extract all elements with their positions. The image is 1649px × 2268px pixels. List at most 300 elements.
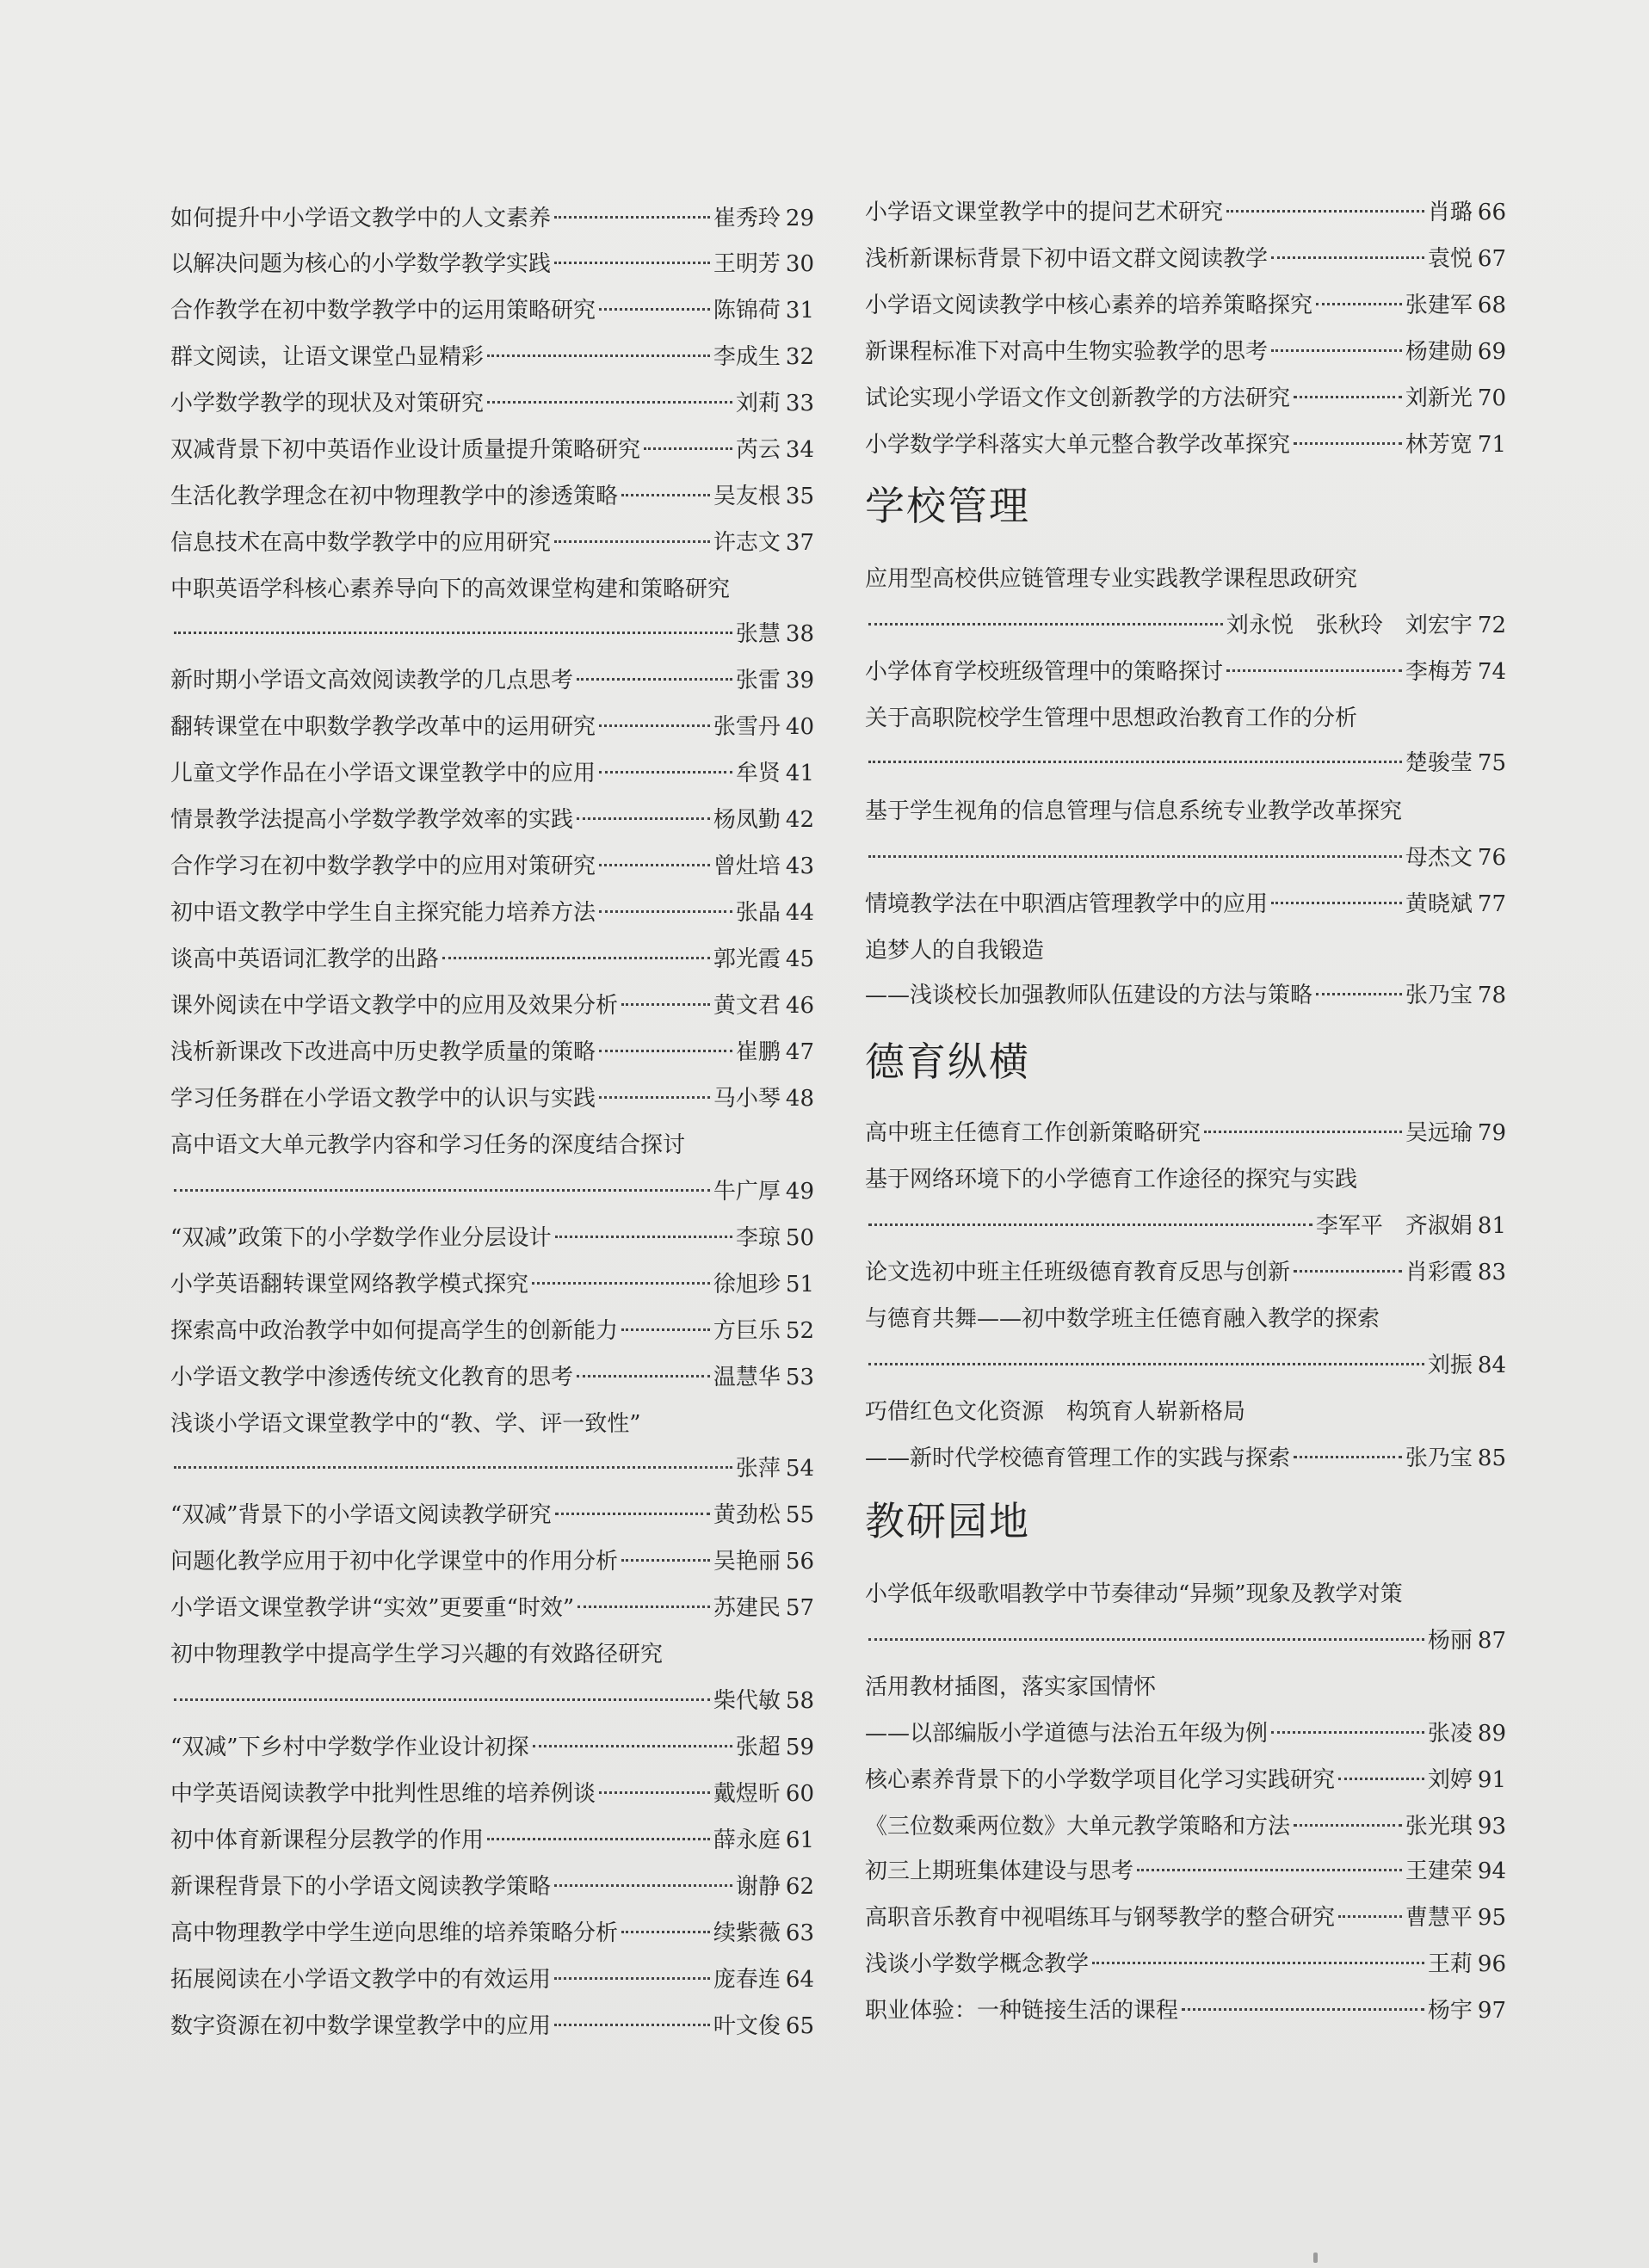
toc-entry-title: 中职英语学科核心素养导向下的高效课堂构建和策略研究 (170, 576, 731, 602)
toc-entry-page-number: 79 (1477, 1120, 1506, 1146)
toc-entry-page-number: 59 (785, 1735, 814, 1760)
toc-entry-title: 初中体育新课程分层教学的作用 (170, 1827, 485, 1853)
dot-leader (1294, 396, 1402, 398)
toc-entry-author: 牛广厚 (713, 1179, 781, 1205)
toc-entry-title: 基于网络环境下的小学德育工作途径的探究与实践 (865, 1167, 1358, 1193)
toc-entry-title: 浅谈小学语文课堂教学中的“教、学、评一致性” (170, 1411, 641, 1437)
toc-entry-page-number: 85 (1477, 1445, 1506, 1471)
toc-entry-author: 马小琴 (713, 1086, 781, 1112)
toc-entry (170, 342, 814, 372)
toc-entry-title: 巧借红色文化资源 构筑育人崭新格局 (865, 1399, 1246, 1425)
toc-entry-author: 黄劲松 (713, 1502, 781, 1528)
toc-entry-page-number: 60 (785, 1781, 814, 1807)
toc-entry (170, 389, 814, 418)
toc-entry-author: 吴远瑜 (1405, 1120, 1473, 1146)
toc-entry-page-number: 87 (1477, 1628, 1506, 1654)
toc-entry-title: 小学语文阅读教学中核心素养的培养策略探究 (865, 293, 1313, 318)
toc-entry (170, 1779, 814, 1809)
toc-entry-page-number: 51 (785, 1272, 814, 1297)
section-heading: 德育纵横 (865, 1038, 1030, 1085)
toc-entry-author: 叶文俊 (713, 2013, 781, 2039)
dot-leader (487, 401, 732, 404)
dot-leader (599, 1096, 710, 1099)
dot-leader (1226, 210, 1424, 213)
dot-leader (554, 216, 710, 219)
toc-entry-title: 双减背景下初中英语作业设计质量提升策略研究 (170, 437, 641, 463)
dot-leader (577, 817, 710, 820)
toc-entry-page-number: 91 (1477, 1767, 1506, 1793)
dot-leader (868, 1223, 1312, 1226)
dot-leader (554, 1977, 710, 1980)
toc-entry-page-number: 74 (1477, 659, 1506, 685)
toc-entry-page-number: 40 (785, 714, 814, 740)
toc-entry-author: 郭光霞 (713, 946, 781, 972)
dot-leader (599, 910, 732, 913)
toc-entry-page-number: 54 (785, 1456, 814, 1482)
toc-entry-title: ——以部编版小学道德与法治五年级为例 (865, 1721, 1269, 1747)
dot-leader (599, 308, 710, 311)
toc-entry (865, 1444, 1506, 1473)
toc-entry (865, 198, 1506, 227)
toc-entry-author: 温慧华 (713, 1365, 781, 1390)
toc-entry (170, 528, 814, 558)
toc-entry (865, 384, 1506, 413)
toc-entry-page-number: 97 (1477, 1998, 1506, 2024)
toc-entry (865, 981, 1506, 1010)
toc-entry-page-number: 37 (785, 530, 814, 556)
toc-entry-author: 李军平 齐淑娟 (1315, 1213, 1473, 1239)
toc-entry-title: 情境教学法在中职酒店管理教学中的应用 (865, 891, 1269, 917)
toc-entry (170, 1593, 814, 1623)
toc-entry-title: 论文选初中班主任班级德育教育反思与创新 (865, 1260, 1291, 1285)
toc-entry (170, 1686, 814, 1716)
section-heading: 教研园地 (865, 1498, 1030, 1544)
dot-leader (1182, 2008, 1424, 2011)
toc-entry-title: 情景教学法提高小学数学教学效率的实践 (170, 807, 574, 833)
toc-entry (865, 1719, 1506, 1748)
dot-leader (868, 1638, 1424, 1641)
toc-entry-page-number: 95 (1477, 1905, 1506, 1931)
dot-leader (599, 864, 710, 866)
toc-entry-title: 高中语文大单元教学内容和学习任务的深度结合探讨 (170, 1132, 686, 1158)
toc-entry-title: 儿童文学作品在小学语文课堂教学中的应用 (170, 761, 596, 786)
dot-leader (1226, 669, 1402, 672)
toc-entry-page-number: 41 (785, 761, 814, 786)
dot-leader (532, 1282, 710, 1285)
dot-leader (174, 1698, 710, 1701)
toc-entry (865, 1580, 1506, 1609)
toc-entry-author: 张超 (735, 1735, 781, 1760)
dot-leader (868, 1363, 1424, 1365)
dot-leader (442, 957, 710, 959)
dot-leader (868, 855, 1402, 858)
toc-entry-title: 小学语文课堂教学讲“实效”更要重“时效” (170, 1595, 575, 1621)
toc-entry-page-number: 52 (785, 1318, 814, 1344)
toc-entry (865, 1903, 1506, 1932)
dot-leader (487, 354, 710, 357)
toc-entry (865, 1304, 1506, 1334)
toc-entry-title: 群文阅读，让语文课堂凸显精彩 (170, 344, 485, 370)
toc-entry-page-number: 58 (785, 1688, 814, 1714)
toc-entry-author: 李梅芳 (1405, 659, 1473, 685)
toc-entry-page-number: 46 (785, 993, 814, 1019)
dot-leader (174, 1466, 732, 1469)
toc-entry (170, 1270, 814, 1299)
toc-entry-title: 高职音乐教育中视唱练耳与钢琴教学的整合研究 (865, 1905, 1336, 1931)
toc-entry (865, 704, 1506, 733)
toc-entry-title: 初中物理教学中提高学生学习兴趣的有效路径研究 (170, 1642, 664, 1667)
toc-entry-author: 吴友根 (713, 484, 781, 509)
toc-entry (865, 611, 1506, 640)
toc-entry (170, 1919, 814, 1948)
toc-entry-page-number: 30 (785, 251, 814, 277)
toc-entry-page-number: 75 (1477, 750, 1506, 776)
dot-leader (1294, 442, 1402, 445)
toc-entry-page-number: 32 (785, 344, 814, 370)
toc-entry (865, 1673, 1506, 1702)
toc-entry-page-number: 33 (785, 391, 814, 416)
dot-leader (1271, 256, 1424, 259)
toc-entry-title: 小学体育学校班级管理中的策略探讨 (865, 659, 1224, 685)
toc-entry (865, 1258, 1506, 1287)
toc-entry-author: 王莉 (1427, 1951, 1473, 1977)
toc-entry-title: 小学数学教学的现状及对策研究 (170, 391, 485, 416)
toc-entry-author: 张建军 (1405, 293, 1473, 318)
toc-entry-title: 试论实现小学语文作文创新教学的方法研究 (865, 385, 1291, 411)
toc-entry (170, 1872, 814, 1901)
toc-entry-page-number: 70 (1477, 385, 1506, 411)
toc-entry (170, 759, 814, 788)
dot-leader (868, 761, 1402, 763)
toc-entry-author: 续紫薇 (713, 1920, 781, 1946)
toc-entry-title: 新课程背景下的小学语文阅读教学策略 (170, 1874, 552, 1900)
toc-entry-title: 新时期小学语文高效阅读教学的几点思考 (170, 668, 574, 693)
toc-entry-title: ——新时代学校德育管理工作的实践与探索 (865, 1445, 1291, 1471)
toc-entry-title: 与德育共舞——初中数学班主任德育融入教学的探索 (865, 1306, 1380, 1332)
toc-entry-page-number: 44 (785, 900, 814, 926)
toc-entry-title: 生活化教学理念在初中物理教学中的渗透策略 (170, 484, 619, 509)
toc-entry-page-number: 64 (785, 1967, 814, 1993)
toc-entry-page-number: 55 (785, 1502, 814, 1528)
toc-entry-author: 王明芳 (713, 251, 781, 277)
page-speck (1313, 2253, 1318, 2263)
toc-entry (865, 1351, 1506, 1380)
toc-entry-title: 小学低年级歌唱教学中节奏律动“异频”现象及教学对策 (865, 1581, 1403, 1607)
dot-leader (555, 1513, 710, 1515)
toc-entry (170, 898, 814, 928)
toc-entry-title: 追梦人的自我锻造 (865, 938, 1045, 964)
toc-entry-page-number: 96 (1477, 1951, 1506, 1977)
toc-entry-title: 课外阅读在中学语文教学中的应用及效果分析 (170, 993, 619, 1019)
toc-entry-page-number: 63 (785, 1920, 814, 1946)
toc-entry-author: 刘振 (1427, 1353, 1473, 1378)
toc-entry-author: 谢静 (735, 1874, 781, 1900)
toc-entry-page-number: 29 (785, 206, 814, 231)
toc-entry-page-number: 56 (785, 1549, 814, 1575)
toc-entry-author: 庞春连 (713, 1967, 781, 1993)
toc-entry-author: 柴代敏 (713, 1688, 781, 1714)
toc-entry-title: 信息技术在高中数学教学中的应用研究 (170, 530, 552, 556)
toc-entry-author: 崔秀玲 (713, 206, 781, 231)
toc-entry-author: 林芳宽 (1405, 432, 1473, 458)
toc-entry (865, 1397, 1506, 1427)
toc-entry (170, 1084, 814, 1113)
toc-entry-page-number: 42 (785, 807, 814, 833)
dot-leader (644, 447, 732, 450)
toc-entry-author: 杨凤勤 (713, 807, 781, 833)
toc-entry-author: 许志文 (713, 530, 781, 556)
toc-entry (170, 945, 814, 974)
toc-entry-page-number: 84 (1477, 1353, 1506, 1378)
toc-entry (170, 575, 814, 604)
toc-entry-author: 张乃宝 (1405, 983, 1473, 1008)
toc-entry (170, 805, 814, 835)
dot-leader (868, 623, 1223, 626)
toc-entry-title: 《三位数乘两位数》大单元教学策略和方法 (865, 1814, 1291, 1840)
toc-entry-page-number: 39 (785, 668, 814, 693)
toc-entry-page-number: 45 (785, 946, 814, 972)
toc-entry-title: 活用教材插图，落实家国情怀 (865, 1674, 1157, 1700)
dot-leader (599, 1050, 732, 1052)
toc-entry-author: 刘莉 (735, 391, 781, 416)
toc-entry-author: 曹慧平 (1405, 1905, 1473, 1931)
toc-entry-title: 浅析新课标背景下初中语文群文阅读教学 (865, 246, 1269, 272)
toc-entry (865, 291, 1506, 320)
toc-entry (170, 619, 814, 649)
toc-entry-author: 芮云 (735, 437, 781, 463)
toc-entry-page-number: 89 (1477, 1721, 1506, 1747)
toc-entry (170, 1501, 814, 1530)
dot-leader (599, 771, 732, 773)
toc-entry-title: ——浅谈校长加强教师队伍建设的方法与策略 (865, 983, 1313, 1008)
dot-leader (621, 1003, 710, 1006)
toc-entry (170, 1965, 814, 1994)
toc-entry (170, 2012, 814, 2041)
toc-entry-title: 浅谈小学数学概念教学 (865, 1951, 1090, 1977)
toc-entry-page-number: 53 (785, 1365, 814, 1390)
toc-entry-author: 张晶 (735, 900, 781, 926)
toc-entry-author: 张慧 (735, 621, 781, 647)
dot-leader (621, 1559, 710, 1562)
dot-leader (1338, 1778, 1424, 1780)
toc-entry-author: 张乃宝 (1405, 1445, 1473, 1471)
toc-entry (170, 1733, 814, 1762)
toc-entry-page-number: 77 (1477, 891, 1506, 917)
toc-entry-author: 黄晓斌 (1405, 891, 1473, 917)
toc-entry-page-number: 66 (1477, 200, 1506, 225)
toc-entry-title: 小学语文课堂教学中的提问艺术研究 (865, 200, 1224, 225)
dot-leader (1271, 902, 1402, 904)
dot-leader (577, 1375, 710, 1377)
toc-entry-page-number: 49 (785, 1179, 814, 1205)
toc-entry (170, 296, 814, 325)
toc-entry-page-number: 69 (1477, 339, 1506, 365)
toc-entry-title: 翻转课堂在中职数学教学改革中的运用研究 (170, 714, 596, 740)
toc-entry-author: 李琼 (735, 1225, 781, 1251)
toc-entry-author: 刘新光 (1405, 385, 1473, 411)
toc-entry-author: 王建荣 (1405, 1858, 1473, 1884)
toc-entry-page-number: 94 (1477, 1858, 1506, 1884)
dot-leader (1294, 1824, 1402, 1827)
toc-entry-author: 肖璐 (1427, 200, 1473, 225)
toc-entry-author: 薛永庭 (713, 1827, 781, 1853)
dot-leader (533, 1745, 732, 1747)
toc-entry (170, 712, 814, 742)
toc-entry (170, 1131, 814, 1160)
toc-entry-title: 探索高中政治教学中如何提高学生的创新能力 (170, 1318, 619, 1344)
toc-entry (170, 250, 814, 279)
toc-entry-author: 张雪丹 (713, 714, 781, 740)
toc-entry (170, 1363, 814, 1392)
toc-entry (865, 890, 1506, 919)
toc-entry-author: 袁悦 (1427, 246, 1473, 272)
toc-entry (170, 1223, 814, 1253)
toc-entry-page-number: 67 (1477, 246, 1506, 272)
dot-leader (621, 1328, 710, 1331)
toc-entry-title: 新课程标准下对高中生物实验教学的思考 (865, 339, 1269, 365)
toc-entry (865, 1165, 1506, 1194)
toc-entry (170, 852, 814, 881)
toc-entry-author: 杨宇 (1427, 1998, 1473, 2024)
toc-entry-author: 曾灶培 (713, 854, 781, 879)
toc-entry-page-number: 61 (785, 1827, 814, 1853)
toc-entry (865, 337, 1506, 367)
toc-entry (865, 1857, 1506, 1886)
toc-entry (865, 564, 1506, 594)
toc-entry-title: 应用型高校供应链管理专业实践教学课程思政研究 (865, 566, 1358, 592)
toc-entry-author: 牟贤 (735, 761, 781, 786)
toc-entry (170, 1826, 814, 1855)
toc-entry-title: 初中语文教学中学生自主探究能力培养方法 (170, 900, 596, 926)
toc-entry-author: 杨建勋 (1405, 339, 1473, 365)
toc-entry-title: 职业体验：一种链接生活的课程 (865, 1998, 1179, 2024)
toc-entry-page-number: 34 (785, 437, 814, 463)
dot-leader (599, 724, 710, 727)
dot-leader (1204, 1131, 1402, 1133)
toc-entry-title: 合作学习在初中数学教学中的应用对策研究 (170, 854, 596, 879)
toc-entry-author: 肖彩霞 (1405, 1260, 1473, 1285)
toc-entry-author: 张凌 (1427, 1721, 1473, 1747)
toc-entry-title: 关于高职院校学生管理中思想政治教育工作的分析 (865, 706, 1358, 731)
toc-entry-title: 如何提升中小学语文教学中的人文素养 (170, 206, 552, 231)
toc-entry (865, 797, 1506, 826)
toc-entry-page-number: 50 (785, 1225, 814, 1251)
dot-leader (1271, 1731, 1424, 1734)
dot-leader (621, 494, 710, 496)
toc-entry (865, 749, 1506, 778)
toc-entry (865, 1626, 1506, 1655)
toc-entry (170, 666, 814, 695)
toc-entry-author: 方巨乐 (713, 1318, 781, 1344)
toc-entry-title: 合作教学在初中数学教学中的运用策略研究 (170, 298, 596, 324)
toc-entry (865, 244, 1506, 274)
toc-entry-title: 拓展阅读在小学语文教学中的有效运用 (170, 1967, 552, 1993)
toc-entry (865, 1996, 1506, 2025)
dot-leader (487, 1838, 710, 1840)
toc-entry-title: 数字资源在初中数学课堂教学中的应用 (170, 2013, 552, 2039)
toc-entry-page-number: 48 (785, 1086, 814, 1112)
toc-entry-author: 刘永悦 张秋玲 刘宏宇 (1226, 613, 1473, 638)
toc-entry-page-number: 35 (785, 484, 814, 509)
toc-entry (170, 1409, 814, 1439)
toc-entry-page-number: 78 (1477, 983, 1506, 1008)
dot-leader (1092, 1962, 1424, 1964)
toc-entry-author: 张雷 (735, 668, 781, 693)
dot-leader (1294, 1270, 1402, 1273)
toc-entry (865, 657, 1506, 687)
toc-entry (865, 1119, 1506, 1148)
toc-entry-title: 谈高中英语词汇教学的出路 (170, 946, 440, 972)
toc-entry (170, 1316, 814, 1346)
toc-entry-title: 学习任务群在小学语文教学中的认识与实践 (170, 1086, 596, 1112)
toc-entry-page-number: 57 (785, 1595, 814, 1621)
section-heading: 学校管理 (865, 483, 1030, 529)
toc-entry (865, 843, 1506, 872)
toc-entry-title: “双减”背景下的小学语文阅读教学研究 (170, 1502, 552, 1528)
dot-leader (621, 1931, 710, 1933)
toc-entry-title: 核心素养背景下的小学数学项目化学习实践研究 (865, 1767, 1336, 1793)
toc-entry (170, 435, 814, 465)
dot-leader (1316, 303, 1402, 305)
toc-entry-page-number: 43 (785, 854, 814, 879)
toc-entry (865, 1950, 1506, 1979)
toc-entry-page-number: 62 (785, 1874, 814, 1900)
toc-entry-title: 中学英语阅读教学中批判性思维的培养例谈 (170, 1781, 596, 1807)
toc-entry-page-number: 68 (1477, 293, 1506, 318)
toc-entry (865, 1766, 1506, 1795)
toc-entry-page-number: 93 (1477, 1814, 1506, 1840)
toc-entry (865, 1812, 1506, 1841)
toc-entry (170, 1454, 814, 1483)
toc-entry-author: 李成生 (713, 344, 781, 370)
toc-entry-author: 徐旭珍 (713, 1272, 781, 1297)
toc-entry (170, 1547, 814, 1576)
toc-entry-title: 小学数学学科落实大单元整合教学改革探究 (865, 432, 1291, 458)
toc-entry-title: 浅析新课改下改进高中历史教学质量的策略 (170, 1039, 596, 1065)
toc-entry-author: 吴艳丽 (713, 1549, 781, 1575)
toc-entry-author: 母杰文 (1405, 845, 1473, 871)
dot-leader (554, 1884, 732, 1887)
dot-leader (554, 540, 710, 543)
toc-entry-page-number: 83 (1477, 1260, 1506, 1285)
dot-leader (599, 1791, 710, 1794)
toc-entry-author: 张光琪 (1405, 1814, 1473, 1840)
toc-entry (170, 991, 814, 1020)
toc-entry (865, 430, 1506, 459)
toc-entry-page-number: 76 (1477, 845, 1506, 871)
toc-entry-title: 以解决问题为核心的小学数学教学实践 (170, 251, 552, 277)
toc-entry-title: 基于学生视角的信息管理与信息系统专业教学改革探究 (865, 798, 1403, 824)
toc-entry (865, 1211, 1506, 1241)
toc-entry (865, 936, 1506, 965)
toc-entry (170, 204, 814, 233)
toc-entry-author: 张萍 (735, 1456, 781, 1482)
toc-entry-author: 戴煜昕 (713, 1781, 781, 1807)
toc-entry-page-number: 38 (785, 621, 814, 647)
toc-entry-page-number: 71 (1477, 432, 1506, 458)
dot-leader (174, 632, 732, 634)
dot-leader (1338, 1915, 1402, 1918)
toc-entry-title: 小学英语翻转课堂网络教学模式探究 (170, 1272, 529, 1297)
toc-entry-page-number: 81 (1477, 1213, 1506, 1239)
toc-entry-page-number: 72 (1477, 613, 1506, 638)
dot-leader (1294, 1456, 1402, 1458)
toc-entry-author: 黄文君 (713, 993, 781, 1019)
toc-entry-title: “双减”下乡村中学数学作业设计初探 (170, 1735, 529, 1760)
toc-entry (170, 482, 814, 511)
toc-entry-page-number: 31 (785, 298, 814, 324)
toc-entry (170, 1640, 814, 1669)
